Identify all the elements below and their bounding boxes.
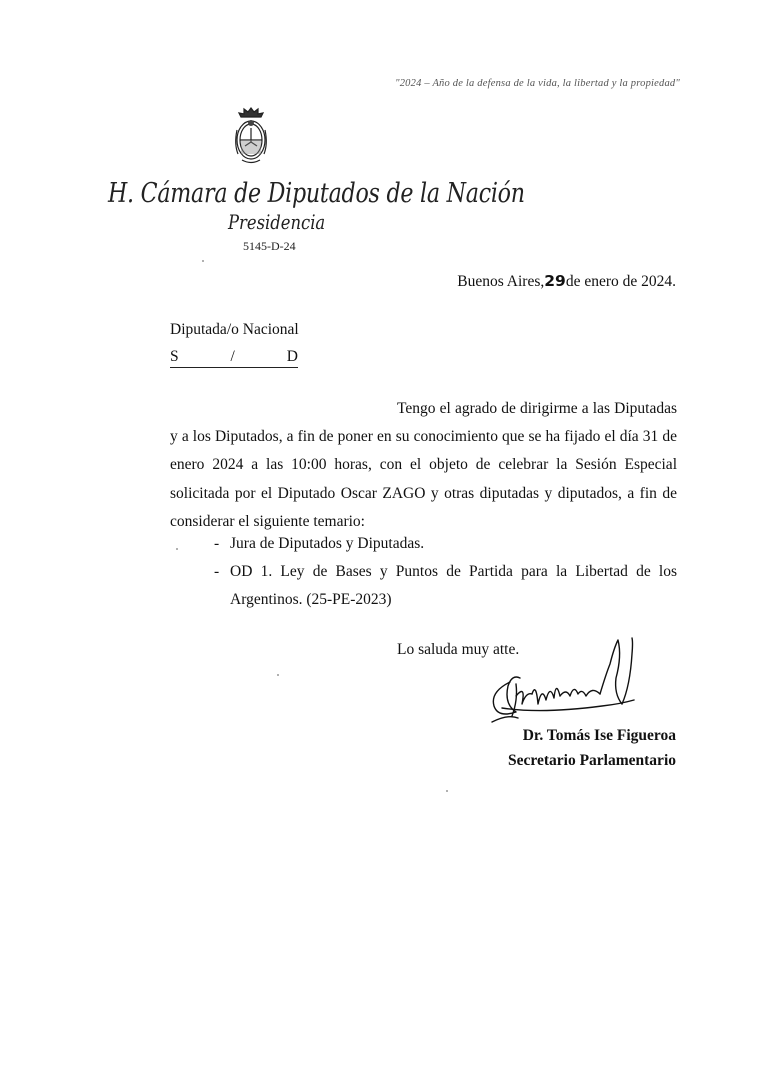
national-coat-of-arms-icon xyxy=(228,104,274,170)
chamber-name: H. Cámara de Diputados de la Nación xyxy=(108,178,525,209)
agenda-dash: - xyxy=(214,535,220,552)
agenda-item-text: OD 1. Ley de Bases y Puntos de Partida para la Libertad de los Argentinos. (25-PE-2023) xyxy=(230,563,677,609)
signer-name: Dr. Tomás Ise Figueroa xyxy=(522,727,676,744)
agenda-item-text: Jura de Diputados y Diputadas. xyxy=(230,535,425,552)
agenda-dash: - xyxy=(214,563,220,581)
office-name: Presidencia xyxy=(228,210,326,234)
closing-greeting: Lo saluda muy atte. xyxy=(397,641,520,658)
scan-speck xyxy=(176,548,178,550)
signer-role: Secretario Parlamentario xyxy=(508,752,676,769)
header-motto: "2024 – Año de la defensa de la vida, la libertad y la propiedad" xyxy=(395,78,680,89)
handwritten-signature xyxy=(482,634,642,730)
agenda-item xyxy=(214,558,677,614)
scan-speck xyxy=(202,260,204,262)
sd-slash: / xyxy=(230,348,235,365)
sd-d: D xyxy=(286,348,298,365)
letter-date xyxy=(457,272,676,291)
agenda-item xyxy=(214,530,677,558)
agenda-list xyxy=(214,530,677,615)
scan-speck xyxy=(277,674,279,676)
file-number: 5145-D-24 xyxy=(243,239,296,253)
date-suffix: de enero de 2024. xyxy=(565,273,676,290)
body-paragraph: Tengo el agrado de dirigirme a las Diputadas y a los Diputados, a fin de poner en su conocimiento que se ha fijado el día 31 de enero 2024 a las 10:00 horas, con el objeto de celebrar la Sesión Especial solicitada por el Diputado Oscar ZAGO y otras diputadas y diputados, a fin de considerar el siguiente temario: xyxy=(170,400,677,530)
date-day: 29 xyxy=(544,272,566,290)
sd-s: S xyxy=(170,348,179,365)
date-prefix: Buenos Aires, xyxy=(457,273,545,290)
scan-speck xyxy=(446,790,448,792)
recipient-line: Diputada/o Nacional xyxy=(170,321,299,338)
recipient-sd xyxy=(170,348,298,368)
